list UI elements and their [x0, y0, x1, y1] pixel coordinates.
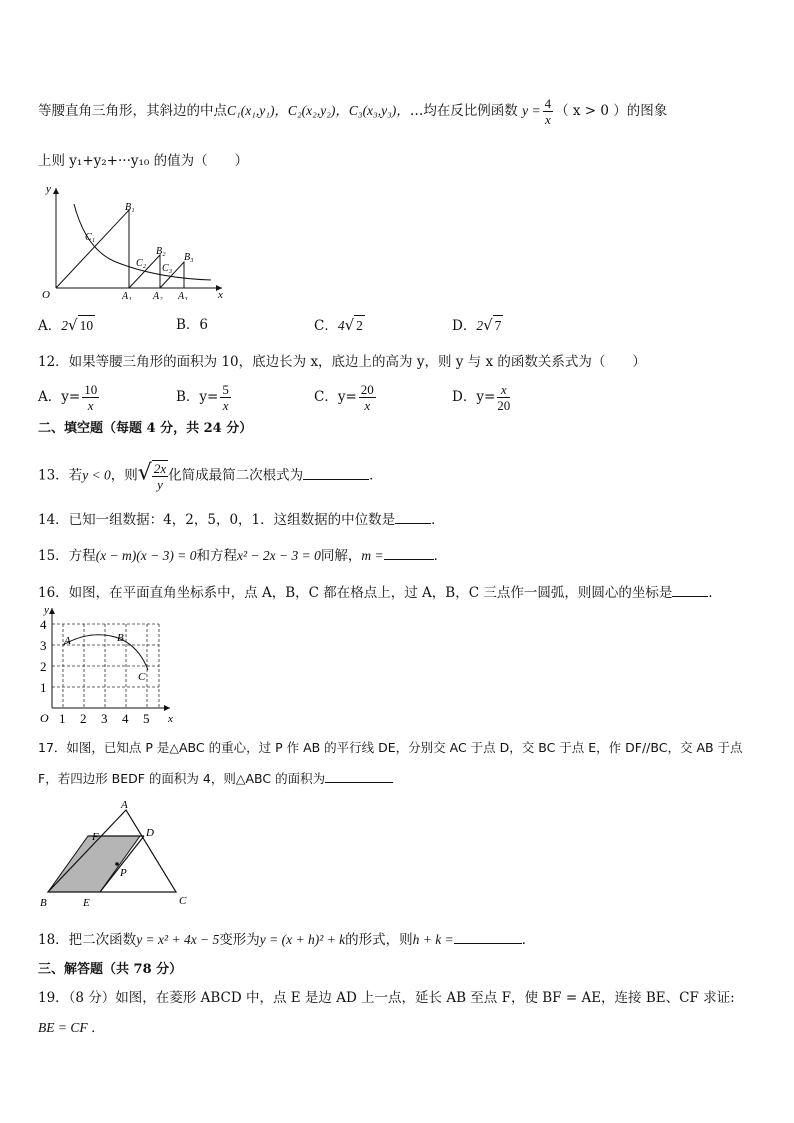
- q16-fig-A: A: [64, 635, 71, 647]
- q13-answer-blank[interactable]: [303, 465, 369, 480]
- q17-line1: 17．如图，已知点 P 是△ABC 的重心，过 P 作 AB 的平行线 DE，分别交 AC 于点 D，交 BC 于点 E，作 DF//BC，交 AB 于点: [38, 740, 743, 755]
- q15-answer-blank[interactable]: [384, 545, 434, 560]
- q16-fig-x-label: x: [168, 713, 173, 725]
- q11-fig-A1: A₁: [122, 291, 132, 300]
- q16-fig-origin: O: [40, 711, 49, 725]
- q11-function-fraction: $\frac{4}{x}$: [544, 96, 552, 127]
- q11-fig-B3: B₃: [184, 252, 194, 263]
- q11-fig-A2: A₂: [153, 291, 163, 300]
- q12-option-c: C．y= $\frac{20}{x}$: [314, 382, 374, 413]
- q15-text: 15．方程(x − m)(x − 3) = 0和方程x² − 2x − 3 = 0同解，m = ．: [38, 545, 447, 566]
- q12-option-a: A．y= $\frac{10}{x}$: [38, 382, 98, 413]
- q16-fig-ytick-1: 1: [40, 680, 47, 695]
- q16-fig-xtick-3: 3: [101, 711, 108, 726]
- q16-answer-blank[interactable]: [672, 582, 708, 597]
- q17-line2: F，若四边形 BEDF 的面积为 4，则△ABC 的面积为: [38, 768, 393, 789]
- q11-fig-C3: C₃: [162, 263, 173, 274]
- q16-fig-ytick-3: 3: [40, 638, 47, 653]
- q17-answer-blank[interactable]: [325, 768, 393, 783]
- q16-fig-C: C: [138, 671, 146, 683]
- q17-fig-E: E: [83, 897, 90, 908]
- q16-fig-y-label: y: [44, 604, 49, 616]
- q16-fig-ytick-4: 4: [40, 617, 47, 632]
- q17-fig-C: C: [179, 895, 187, 907]
- q11-fig-y-label: y: [46, 183, 51, 195]
- q11-condition: （ x > 0 ）的图象: [555, 103, 668, 119]
- q11-option-a: A．2√ 10: [38, 316, 94, 334]
- q19-line2: BE = CF ．: [38, 1020, 105, 1035]
- q14-answer-blank[interactable]: [395, 509, 431, 524]
- q16-fig-xtick-4: 4: [122, 711, 129, 726]
- q16-fig-xtick-5: 5: [143, 711, 150, 726]
- q11-fig-origin: O: [42, 289, 50, 300]
- q16-fig-xtick-1: 1: [59, 711, 66, 726]
- q11-fig-A3: A₃: [178, 291, 188, 300]
- section-3-heading: 三、解答题（共 78 分）: [38, 962, 183, 977]
- q17-fig-P: P: [120, 867, 127, 879]
- q16-fig-xtick-2: 2: [80, 711, 87, 726]
- q16-figure: [34, 604, 184, 728]
- q11-fig-B2: B₂: [156, 246, 166, 257]
- q12-option-b: B．y= $\frac{5}{x}$: [176, 382, 229, 413]
- q14-text: 14．已知一组数据：4，2，5，0，1．这组数据的中位数是 ．: [38, 509, 445, 530]
- q12-option-d: D．y= $\frac{x}{20}$: [452, 382, 511, 413]
- section-2-heading: 二、填空题（每题 4 分，共 24 分）: [38, 421, 253, 436]
- q11-option-d: D．2√ 7: [452, 316, 502, 334]
- q17-fig-A: A: [121, 800, 128, 811]
- q11-line1: 等腰直角三角形，其斜边的中点C₁(x₁,y₁)，C₂(x₂,y₂)，C₃(x₃,y₃)，…均在反比例函数 y = $\frac{4}{x}$ （ x > 0 ）的图象: [38, 96, 668, 127]
- q17-figure: [36, 800, 196, 908]
- q11-midpoints: C₁(x₁,y₁)，C₂(x₂,y₂)，C₃(x₃,y₃)，: [227, 103, 410, 118]
- q16-fig-ytick-2: 2: [40, 659, 47, 674]
- q19-line1: 19．（8 分）如图，在菱形 ABCD 中，点 E 是边 AD 上一点，延长 AB 至点 F，使 BF = AE，连接 BE、CF 求证:: [38, 990, 735, 1006]
- q11-option-c: C．4√ 2: [314, 316, 363, 334]
- q16-text: 16．如图，在平面直角坐标系中，点 A，B，C 都在格点上，过 A，B，C 三点作一圆弧，则圆心的坐标是 ．: [38, 582, 722, 603]
- q16-fig-B: B: [117, 632, 124, 644]
- q11-fig-C2: C₂: [136, 258, 147, 269]
- q11-option-b: B．6: [176, 317, 209, 333]
- q13-text: 13．若y < 0，则√ $\frac{2x}{y}$ 化简成最简二次根式为 ．: [38, 460, 383, 492]
- q17-fig-F: F: [92, 831, 99, 843]
- q11-fig-x-label: x: [218, 289, 223, 300]
- q11-figure: [36, 180, 232, 300]
- q11-fig-B1: B₁: [125, 202, 135, 213]
- q17-fig-B: B: [40, 897, 47, 908]
- q11-line2: 上则 y₁+y₂+···y₁₀ 的值为（ ）: [38, 153, 249, 169]
- q12-text: 12．如果等腰三角形的面积为 10，底边长为 x，底边上的高为 y，则 y 与 x 的函数关系式为（ ）: [38, 354, 646, 370]
- q18-text: 18．把二次函数y = x² + 4x − 5变形为y = (x + h)² + k的形式，则h + k = ．: [38, 929, 535, 950]
- q18-answer-blank[interactable]: [454, 929, 522, 944]
- q11-fig-C1: C₁: [85, 232, 96, 243]
- q17-fig-D: D: [146, 827, 154, 839]
